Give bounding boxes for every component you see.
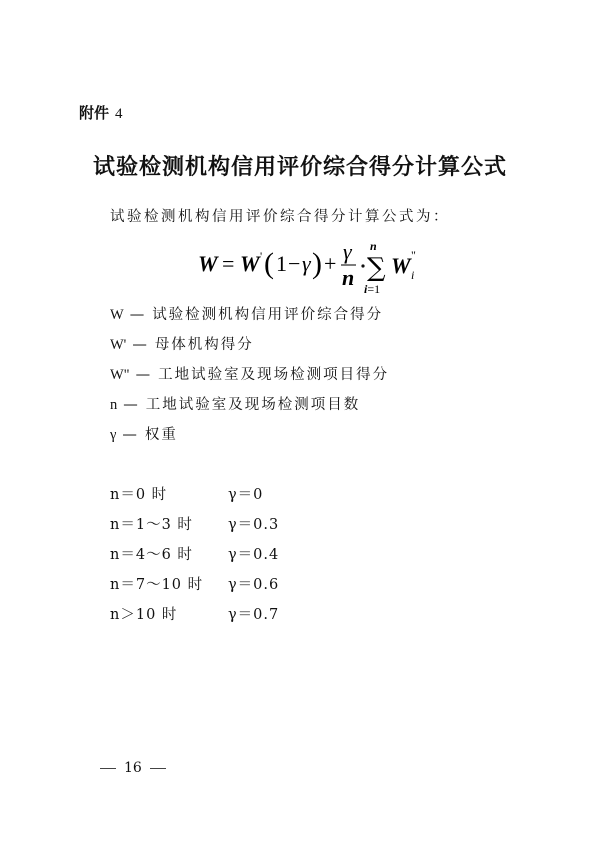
svg-text:i: i: [411, 268, 415, 282]
svg-text:+: +: [324, 251, 337, 276]
svg-text:W: W: [240, 251, 260, 276]
svg-text:): ): [312, 247, 322, 280]
svg-text:∑: ∑: [367, 253, 386, 283]
footer-dash-right: [150, 768, 166, 769]
weight-value: γ＝0.7: [228, 607, 280, 623]
attachment-text: 附件: [79, 104, 110, 122]
svg-text:γ: γ: [343, 239, 352, 264]
definition-text: 母体机构得分: [154, 337, 254, 353]
definition-text: 权重: [144, 427, 178, 443]
definition-n: [110, 395, 389, 425]
definition-symbol: W': [110, 337, 127, 353]
weight-value: γ＝0.4: [228, 547, 280, 563]
definition-text: 工地试验室及现场检测项目得分: [158, 367, 390, 383]
attachment-label: [79, 102, 123, 123]
definition-text: 试验检测机构信用评价综合得分: [152, 307, 384, 323]
definition-symbol: W: [110, 307, 124, 323]
svg-text:−: −: [288, 251, 301, 276]
page-number: 16: [124, 760, 142, 776]
svg-text:': ': [260, 249, 263, 263]
weight-condition: n＝1～3 时: [110, 517, 193, 533]
weight-value: γ＝0.6: [228, 577, 280, 593]
weight-condition: n＝4～6 时: [110, 547, 193, 563]
weight-condition: n＝0 时: [110, 487, 168, 503]
weight-value: γ＝0: [228, 487, 264, 503]
weight-condition: n＞10 时: [110, 607, 178, 623]
definition-gamma: [110, 425, 389, 455]
definition-dash: —: [135, 367, 153, 383]
definition-dash: —: [123, 397, 140, 413]
definition-dash: —: [129, 307, 147, 323]
svg-text:1: 1: [276, 251, 287, 276]
definition-dash: —: [122, 427, 139, 443]
svg-text:n: n: [342, 265, 355, 290]
definition-list: [110, 305, 389, 455]
score-formula: [198, 233, 428, 298]
definition-symbol: γ: [110, 427, 117, 443]
page-footer: [92, 760, 174, 776]
definition-symbol: W": [110, 367, 130, 383]
weight-value: γ＝0.3: [228, 517, 280, 533]
svg-text:W: W: [391, 253, 411, 278]
definition-text: 工地试验室及现场检测项目数: [145, 397, 361, 413]
svg-text:(: (: [264, 247, 274, 280]
definition-symbol: n: [110, 397, 118, 413]
svg-text:γ: γ: [302, 251, 311, 276]
definition-w-double-prime: [110, 365, 389, 395]
definition-dash: —: [132, 337, 149, 353]
intro-text: 试验检测机构信用评价综合得分计算公式为：: [110, 209, 450, 225]
svg-text:=: =: [222, 251, 235, 276]
weight-condition: n＝7～10 时: [110, 577, 204, 593]
svg-text:": ": [411, 248, 416, 262]
document-title: 试验检测机构信用评价综合得分计算公式: [92, 155, 507, 180]
svg-text:n: n: [370, 239, 377, 253]
footer-dash-left: [100, 768, 116, 769]
formula-graphic: [198, 233, 428, 298]
attachment-number: 4: [115, 106, 123, 122]
svg-text:W: W: [198, 251, 218, 276]
definition-w-prime: [110, 335, 389, 365]
svg-text:i=1: i=1: [364, 282, 381, 296]
definition-w: [110, 305, 389, 335]
